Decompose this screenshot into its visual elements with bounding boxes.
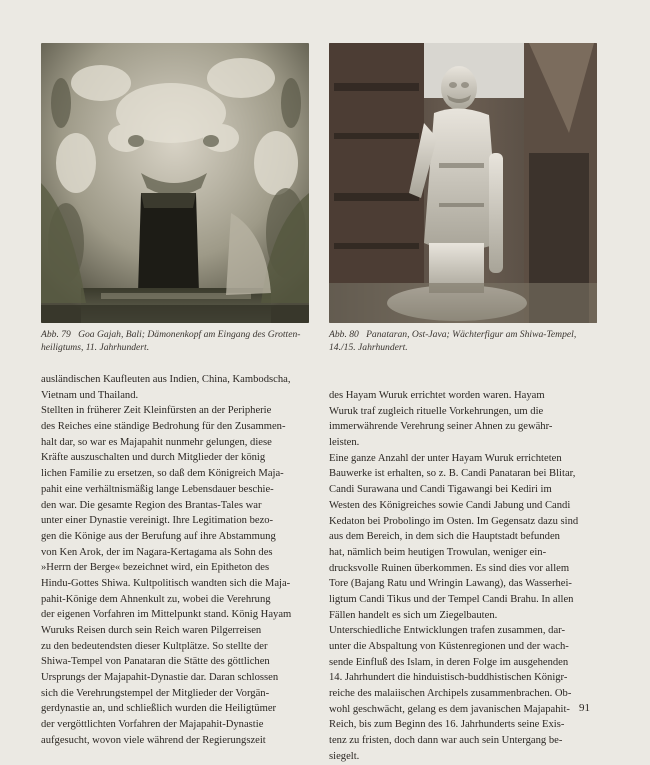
figure-79-label: Abb. 79 xyxy=(41,329,71,340)
figure-80-caption xyxy=(329,329,601,355)
text-line: drucksvolle Ruinen überkommen. Es sind dies vor allem xyxy=(329,562,570,574)
text-line: halt dar, so war es Majapahit nunmehr gelungen, diese xyxy=(41,436,272,448)
text-line: hat, nämlich beim heutigen Trowulan, weniger ein- xyxy=(329,546,547,558)
text-line: Wuruks Reisen durch sein Reich waren Pilgerreisen xyxy=(41,625,262,636)
text-line: lichen Familie zu ersetzen, so daß dem Königreich Maja- xyxy=(41,468,284,480)
text-line: leisten. xyxy=(329,437,360,449)
body-text-right-column xyxy=(329,388,601,765)
text-line: Fällen handelt es sich um Ziegelbauten. xyxy=(329,609,498,621)
figure-80-label: Abb. 80 xyxy=(329,329,359,340)
text-line: wohl geschwächt, gelang es dem javanischen Majapahit- xyxy=(329,703,570,715)
guardian-statue-temple-icon xyxy=(329,43,597,323)
figure-79-photo xyxy=(41,43,309,323)
text-line: des Reiches eine ständige Bedrohung für den Zusammen- xyxy=(41,421,286,433)
figure-80-photo xyxy=(329,43,597,323)
text-line: sich die Verehrungstempel der Mitglieder der Vorgän- xyxy=(41,687,270,699)
text-line: Unterschiedliche Entwicklungen trafen zusammen, dar- xyxy=(329,625,565,637)
text-line: von Ken Arok, der im Nagara-Kertagama als Sohn des xyxy=(41,546,273,558)
text-line: unter die Abspaltung von Küstenregionen und der wach- xyxy=(329,641,569,652)
text-line: der vergöttlichten Vorfahren der Majapahit-Dynastie xyxy=(41,719,264,731)
text-line: Candi Surawana und Candi Tigawangi bei Kediri im xyxy=(329,484,552,496)
text-line: Westen des Königreiches sowie Candi Jabung und Candi xyxy=(329,499,571,511)
text-line: pahit-Könige dem Ahnenkult zu, wobei die Verehrung xyxy=(41,593,271,605)
figure-80-caption-line2: 14./15. Jahrhundert. xyxy=(329,341,408,353)
text-line: gerdynastie an, und schließlich wurden die Heiligtümer xyxy=(41,703,277,715)
text-line: Eine ganze Anzahl der unter Hayam Wuruk errichteten xyxy=(329,452,562,464)
text-line: unter einer Dynastie vereinigt. Ihre Legitimation bezo- xyxy=(41,515,274,527)
figure-79-caption xyxy=(41,329,316,355)
text-line: reiche des malaiischen Archipels zusammenbrachen. Ob- xyxy=(329,688,572,700)
figure-79-caption-line1: Goa Gajah, Bali; Dämonenkopf am Eingang des Grotten- xyxy=(78,329,301,340)
body-text-left-column xyxy=(41,372,313,749)
text-line: Hindu-Gottes Shiwa. Kultpolitisch wandten sich die Maja- xyxy=(41,577,291,589)
text-line: ligtum Candi Tikus und der Tempel Candi Brahu. In allen xyxy=(329,593,574,605)
text-line: den war. Die gesamte Region des Brantas-Tales war xyxy=(41,499,262,511)
text-line: siegelt. xyxy=(329,750,360,762)
text-line: des Hayam Wuruk errichtet worden waren. Hayam xyxy=(329,390,545,401)
text-line: Kedaton bei Probolingo im Osten. Im Gegensatz dazu sind xyxy=(329,515,579,527)
text-line: Bauwerke ist erhalten, so z. B. Candi Panataran bei Blitar, xyxy=(329,468,576,480)
text-line: zu den bedeutendsten dieser Kultplätze. So stellte der xyxy=(41,640,268,652)
text-line: Wuruk traf zugleich rituelle Vorkehrungen, um die xyxy=(329,405,544,417)
text-line: 14. Jahrhundert die hinduistisch-buddhistischen Königr- xyxy=(329,672,568,684)
text-line: Reich, bis zum Beginn des 16. Jahrhunderts seine Exis- xyxy=(329,719,565,731)
text-line: aus dem Bereich, in dem sich die Hauptstadt befunden xyxy=(329,531,560,543)
text-line: Stellten in früherer Zeit Kleinfürsten an der Peripherie xyxy=(41,405,272,417)
text-line: gen die Könige aus der Berufung auf ihre Abstammung xyxy=(41,530,276,542)
text-line: Vietnam und Thailand. xyxy=(41,389,139,401)
text-line: tenz zu fristen, doch dann war auch sein Untergang be- xyxy=(329,735,563,747)
text-line: ausländischen Kaufleuten aus Indien, China, Kambodscha, xyxy=(41,374,291,385)
text-line: aufgesucht, wovon viele während der Regierungszeit xyxy=(41,734,266,746)
text-line: sende Einfluß des Islam, in deren Folge im ausgehenden xyxy=(329,656,569,668)
page-number: 91 xyxy=(579,702,590,714)
text-line: »Herrn der Berge« bezeichnet wird, ein Epitheton des xyxy=(41,562,270,574)
text-line: Kräfte auszuschalten und durch Mitglieder der könig xyxy=(41,452,266,464)
text-line: pahit eine verhältnismäßig lange Lebensdauer beschie- xyxy=(41,483,274,495)
text-line: Ursprungs der Majapahit-Dynastie dar. Daran schlossen xyxy=(41,672,279,684)
figure-80-caption-line1: Panataran, Ost-Java; Wächterfigur am Shiwa-Tempel, xyxy=(366,329,577,340)
text-line: der eigenen Vorfahren im Mittelpunkt stand. König Hayam xyxy=(41,609,292,621)
text-line: immerwährende Verehrung seiner Ahnen zu gewähr- xyxy=(329,421,553,433)
demon-head-cave-entrance-icon xyxy=(41,43,309,323)
text-line: Shiwa-Tempel von Panataran die Stätte des göttlichen xyxy=(41,656,270,668)
figure-79-caption-line2: heiligtums, 11. Jahrhundert. xyxy=(41,341,150,353)
text-line: Tore (Bajang Ratu und Wringin Lawang), das Wasserhei- xyxy=(329,578,572,590)
